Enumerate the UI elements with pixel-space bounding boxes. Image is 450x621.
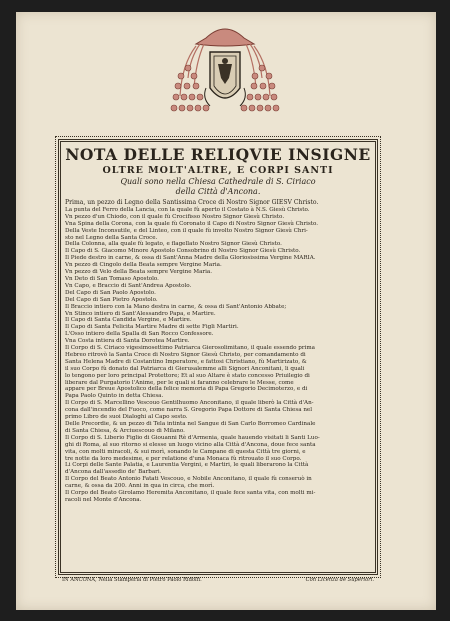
- relic-list-item: Il Braccio intiero con la Mano destra in carne, & ossa di Sant'Antonio Abbate;: [65, 303, 287, 310]
- relic-list-item: Il Corpo del Beato Girolamo Heremita Anconitano, il quale fece santa vita, con molti mi-: [65, 490, 316, 497]
- relic-list-item: Il Corpo del Beato Antonio Fatati Vescouo, e Nobile Anconitano, il quale fù conseruò in: [65, 476, 312, 483]
- document-body: [65, 146, 371, 570]
- imprint-line: [62, 575, 374, 585]
- relic-list-item: racoli nel Monte d'Ancona.: [65, 496, 142, 503]
- relic-list-item: vita, con molti miracoli, & sui morì, sonando le Campane di questa Città tre giorni, e: [65, 448, 306, 455]
- relic-list-item: carne, & ossa da 200. Anni in qua in circa, che morì.: [65, 483, 215, 490]
- relic-list-item: Vn Capo, e Braccio di Sant'Andrea Apostolo.: [65, 282, 192, 289]
- relic-list-item: Il Corpo di S. Marcellino Vescouo Gentilhuomo Anconitano, il quale liberò la Città d'An-: [65, 400, 314, 407]
- relic-list-item: tre notte da loro medesime, e per relatione d'una Monaca fù ritrouato il suo Corpo.: [65, 455, 302, 462]
- relic-list-item: Vna Costa intiera di Santa Dorotea Martire.: [65, 338, 190, 345]
- relic-list-item: Santa Helena Madre di Costantino Imperatore, e fattosi Christiano, fù Martirizato, &: [65, 358, 307, 365]
- relic-list-item: Prima, un pezzo di Legno della Santissima Croce di Nostro Signor GIESV Christo.: [65, 199, 319, 206]
- relic-list-item: appare per Breue Apostolico della felice memoria di Papa Gregorio Decimoterzo, e di: [65, 386, 308, 393]
- relic-list-item: Delle Precordie, & un pezzo di Tela intinta nel Sangue di San Carlo Borromeo Cardinale: [65, 421, 316, 427]
- relic-list-item: sto nel Legno della Santa Croce.: [65, 234, 158, 241]
- relic-list-item: Papa Paolo Quinto in detta Chiesa.: [65, 393, 164, 400]
- relic-list-item: Li Corpi delle Sante Palatia, e Laurentia Vergini, e Martiri, le quali liberarono la Città: [65, 462, 309, 469]
- printer-imprint: IN ANCONA, Nella Stamperia di Pietro Paolo Ridolfi.: [62, 577, 202, 583]
- relic-list-item: Vn pezzo di Cingolo della Beata sempre Vergine Maria.: [65, 262, 222, 269]
- relic-list-item: Il Corpo di S. Liberio Figlio di Giouanni Rè d'Armenia, quale hauendo visitati li Santi Luo-: [65, 434, 320, 441]
- relic-list-item: Vn Stinco intiero di Sant'Alessandro Papa, e Martire.: [65, 310, 216, 317]
- relic-list-item: liberare dal Purgatorio l'Anime, per le quali si faranno celebrare le Messe, come: [65, 379, 294, 386]
- relic-list-item: Della Veste Inconsutile, e del Linteo, con il quale fù involto Nostro Signor Giesù Chri-: [65, 227, 308, 234]
- relic-list-item: d'Ancona dall'assedio de' Barbari.: [65, 469, 162, 476]
- document-subtitle: OLTRE MOLT'ALTRE, E CORPI SANTI: [102, 165, 334, 176]
- relic-list-item: Vn pezzo di Velo della Beata sempre Vergine Maria.: [65, 269, 213, 276]
- relic-list-item: Hebreo ritrovò la Santa Croce di Nostro Signor Giesù Christo, per comandamento di: [65, 351, 306, 358]
- relic-list-item: La punta del Ferro della Lancia, con la quale fù aperto il Costato à N.S. Giesù Christo.: [65, 206, 310, 213]
- relic-list-item: Il Capo di S. Giacomo Minore Apostolo Consobrino di Nostro Signor Giesù Christo.: [65, 248, 301, 255]
- document-title: NOTA DELLE RELIQVIE INSIGNE: [65, 146, 371, 164]
- license-note: Con Licenza de Superiori.: [305, 577, 374, 583]
- relic-list-item: lo tengono per loro principal Protettore; Et al suo Altare è stato concesso Priuilegio di: [65, 372, 310, 379]
- relic-list-item: Il Piede destro in carne, & ossa di Sant'Anna Madre della Gloriosissima Vergine MARIA.: [65, 255, 316, 262]
- relic-list-item: Del Capo di San Paolo Apostolo.: [65, 289, 156, 296]
- relic-list-item: Della Colonna, alla quale fù legato, e flagellato Nostro Signor Giesù Christo.: [65, 241, 282, 248]
- relic-list-item: Vn Deto di San Tomaso Apostolo.: [65, 275, 159, 282]
- relic-list-item: Il Corpo di S. Ciriaco vigesimosettimo Patriarca Gierosolimitano, il quale essendo prima: [65, 345, 315, 352]
- relic-list-item: il suo Corpo fù donato dal Patriarca di Gierusalemme alli Signori Anconitani, li quali: [65, 365, 305, 372]
- relic-list-item: cona dall'incendio del Fuoco, come narra S. Gregorio Papa Dottore di Santa Chiesa nel: [65, 407, 313, 414]
- relic-list-item: primo Libro de suoi Dialoghi al Capo sesto.: [65, 414, 188, 421]
- relic-list-item: L'Osso intiero della Spalla di San Rocco Confessore.: [65, 331, 214, 338]
- relic-list-item: Vn pezzo d'un Chiodo, con il quale fù Crocifisso Nostro Signor Giesù Christo.: [65, 213, 285, 220]
- relic-list-item: Il Capo di Santa Candida Vergine, e Martire.: [65, 317, 192, 324]
- relic-list-item: Vna Spina della Corona, con la quale fù Coronato il Capo di Nostro Signor Giesù Christo.: [65, 220, 319, 227]
- relic-list-item: di Santa Chiesa, & Arciuescouo di Milano.: [65, 427, 185, 434]
- relic-list-item: ghi di Roma, al suo ritorno si elesse un luogo vicino alla Città d'Ancona, doue fece santa: [65, 441, 316, 448]
- coat-of-arms-emblem: [166, 18, 284, 128]
- relic-list: [65, 200, 371, 504]
- relic-list-item: Il Capo di Santa Felicita Martire Madre di sette Figli Martiri.: [65, 324, 239, 331]
- intro-line-2: della Città d'Ancona.: [175, 187, 261, 196]
- intro-line-1: Quali sono nella Chiesa Cathedrale di S. Ciriaco: [120, 177, 316, 186]
- cardinal-hat-crest-icon: [166, 18, 284, 128]
- relic-list-item: Del Capo di San Pietro Apostolo.: [65, 296, 158, 303]
